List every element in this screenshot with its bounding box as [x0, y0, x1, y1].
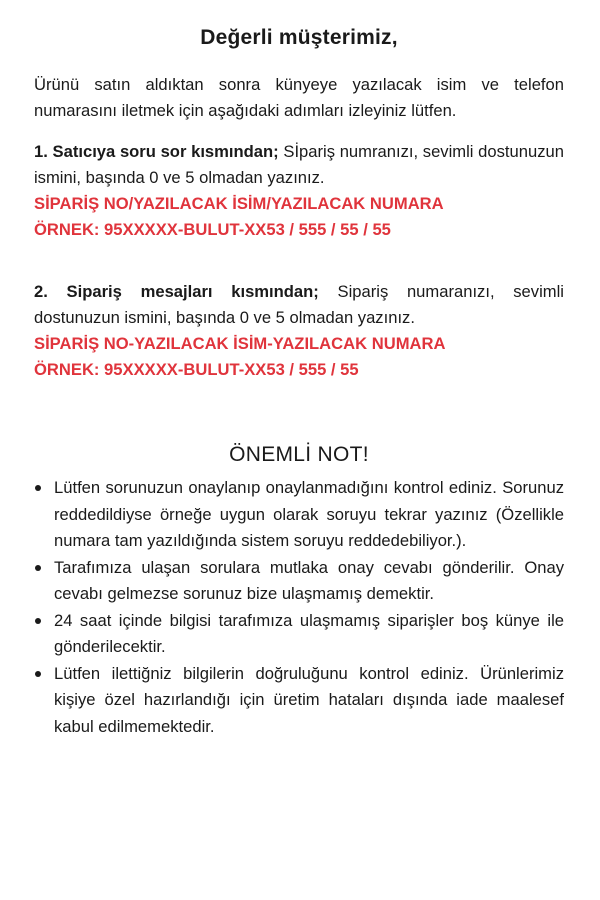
bullet-icon [35, 671, 41, 677]
bullet-icon [35, 485, 41, 491]
step-1-example: ÖRNEK: 95XXXXX-BULUT-XX53 / 555 / 55 / 55 [34, 220, 391, 239]
step-2-number: 2. [34, 282, 48, 301]
bullet-icon [35, 618, 41, 624]
bullet-icon [35, 565, 41, 571]
note-item-text: Tarafımıza ulaşan sorulara mutlaka onay cevabı gönderilir. Onay cevabı gelmezse sorunuz bize ulaşmamış demektir. [54, 557, 564, 603]
note-item [34, 475, 564, 555]
step-2-example: ÖRNEK: 95XXXXX-BULUT-XX53 / 555 / 55 [34, 360, 359, 379]
step-2-format: SİPARİŞ NO-YAZILACAK İSİM-YAZILACAK NUMARA [34, 334, 446, 353]
page-title: Değerli müşterimiz, [200, 26, 398, 49]
note-item [34, 661, 564, 741]
step-2-text: Sipariş numaranızı, sevimli dostunuzun ismini, başında 0 ve 5 olmadan yazınız. [34, 282, 564, 327]
step-2-heading: Sipariş mesajları kısmından; [66, 282, 319, 301]
note-item [34, 555, 564, 608]
note-item-text: Lütfen sorunuzun onaylanıp onaylanmadığını kontrol ediniz. Sorunuz reddedildiyse örneğe uygun olarak soruyu tekrar yazınız (Özellikle numara tam yazıldığında sistem soruyu reddedebiliyor.). [54, 478, 564, 550]
important-note-title: ÖNEMLİ NOT! [229, 443, 369, 466]
note-item-text: 24 saat içinde bilgisi tarafımıza ulaşmamış siparişler boş künye ile gönderilecektir. [54, 610, 564, 656]
step-2 [34, 279, 564, 383]
step-1-text: Sİpariş numranızı, sevimli dostunuzun ismini, başında 0 ve 5 olmadan yazınız. [34, 142, 564, 187]
note-item [34, 608, 564, 661]
intro-paragraph: Ürünü satın aldıktan sonra künyeye yazılacak isim ve telefon numarasını iletmek için aşağıdaki adımları izleyiniz lütfen. [34, 75, 564, 120]
step-1-paragraph [34, 139, 564, 191]
step-1-heading: Satıcıya soru sor kısmından; [52, 142, 279, 161]
important-note-list [34, 475, 564, 740]
step-2-paragraph [34, 279, 564, 331]
step-1-format: SİPARİŞ NO/YAZILACAK İSİM/YAZILACAK NUMARA [34, 194, 444, 213]
note-item-text: Lütfen ilettiğniz bilgilerin doğruluğunu kontrol ediniz. Ürünlerimiz kişiye özel hazırlandığı için üretim hataları dışında iade maalesef kabul edilmemektedir. [54, 663, 564, 736]
step-1 [34, 139, 564, 243]
step-1-number: 1. [34, 142, 48, 161]
